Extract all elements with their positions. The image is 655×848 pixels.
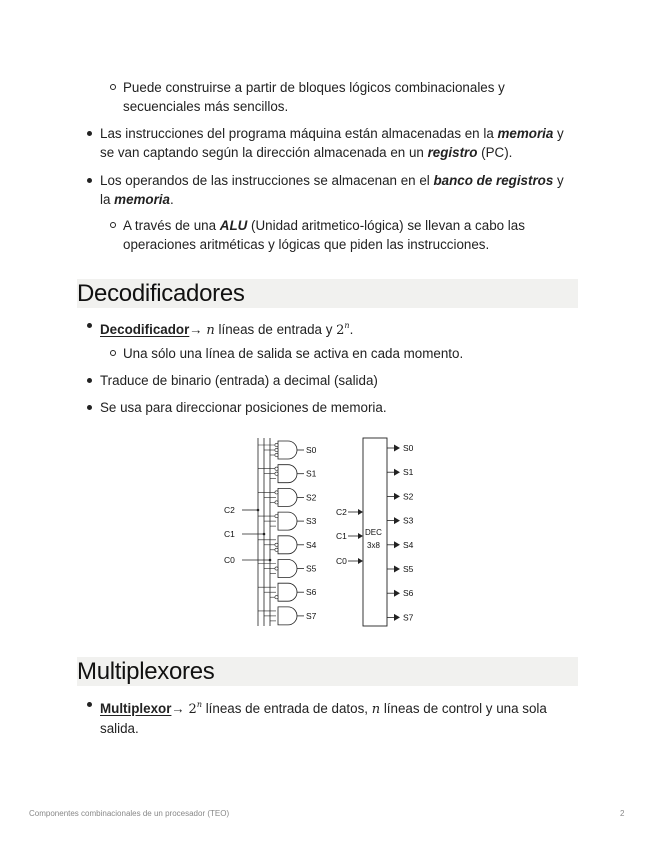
gate-circuit <box>242 438 270 626</box>
junction-dot <box>263 533 266 536</box>
inverter-bubble <box>275 491 278 494</box>
and-gate <box>258 512 304 530</box>
and-gates <box>258 441 304 625</box>
gate-output-labels <box>306 445 317 621</box>
and-gate-body <box>278 512 297 530</box>
and-gate-body <box>278 560 297 578</box>
text: Traduce de binario (entrada) a decimal (salida) <box>100 373 378 388</box>
decoder-circuit-figure <box>222 434 422 630</box>
gate-output-label: S3 <box>306 516 317 527</box>
term-link-multiplexor[interactable]: Multiplexor <box>100 701 172 716</box>
arrow: → <box>189 322 207 337</box>
gate-output-label: S2 <box>306 492 317 503</box>
section-heading-decodificadores: Decodificadores <box>77 279 578 308</box>
inverter-bubble <box>275 543 278 546</box>
gate-output-label: S6 <box>306 587 317 598</box>
block-output-label: S1 <box>403 467 414 478</box>
and-gate <box>258 465 304 483</box>
text: líneas de entrada y <box>214 322 337 337</box>
text: Una sólo una línea de salida se activa en cada momento. <box>123 346 464 361</box>
text: se van captando según la dirección almacenada en un <box>100 145 428 160</box>
and-gate <box>258 607 304 625</box>
emphasis-alu: ALU <box>219 218 248 233</box>
inverter-bubble <box>275 467 278 470</box>
block-output-label: S7 <box>403 612 414 623</box>
text: la <box>100 192 115 207</box>
arrow-right-icon <box>394 469 400 476</box>
text: Las instrucciones del programa máquina están almacenadas en la <box>100 126 498 141</box>
math-2-pow-n <box>189 702 202 717</box>
text: A través de una <box>123 218 220 233</box>
arrow-right-icon <box>394 493 400 500</box>
list-item <box>100 398 580 417</box>
and-gate <box>258 536 304 554</box>
gate-input-label: C2 <box>224 505 235 515</box>
arrow-right-icon <box>394 566 400 573</box>
and-gate-body <box>278 607 297 625</box>
block-input-label: C2 <box>336 507 347 517</box>
text: líneas de control y una sola <box>380 701 547 716</box>
inverter-bubble <box>275 515 278 518</box>
decoder-block-size-label: 3x8 <box>367 541 380 550</box>
gate-output-label: S4 <box>306 539 317 550</box>
and-gate-body <box>278 465 297 483</box>
list-item-text: secuenciales más sencillos. <box>123 99 289 114</box>
arrow-right-icon <box>358 509 363 515</box>
math-base: 2 <box>188 702 197 717</box>
block-output-label: S2 <box>403 491 414 502</box>
block-output-label: S0 <box>403 443 414 453</box>
inverter-bubble <box>275 567 278 570</box>
and-gate-body <box>278 441 297 459</box>
gate-input-label: C1 <box>224 529 235 539</box>
and-gate <box>258 583 304 601</box>
footer-page-number: 2 <box>620 809 625 818</box>
list-item-text: Puede construirse a partir de bloques lógicos combinacionales y <box>123 80 505 95</box>
text: (PC). <box>477 145 513 160</box>
block-input-label: C0 <box>336 556 347 566</box>
list-item <box>123 78 563 116</box>
list-item <box>100 695 580 738</box>
block-inputs <box>336 507 363 566</box>
arrow-right-icon <box>394 517 400 524</box>
inverter-bubble <box>275 443 278 446</box>
and-gate-body <box>278 583 297 601</box>
emphasis-memoria: memoria <box>114 192 170 207</box>
list-item <box>100 316 580 340</box>
section-heading-multiplexores: Multiplexores <box>77 657 578 686</box>
term-link-decodificador[interactable]: Decodificador <box>100 322 190 337</box>
inverter-bubble <box>275 472 278 475</box>
block-outputs <box>387 443 414 622</box>
block-output-label: S6 <box>403 588 414 599</box>
inverter-bubble <box>275 501 278 504</box>
gate-input-label: C0 <box>224 555 235 565</box>
decoder-block-label: DEC <box>365 528 382 537</box>
inverter-bubble <box>275 596 278 599</box>
emphasis-banco-de-registros: banco de registros <box>433 173 554 188</box>
list-item <box>123 344 563 363</box>
arrow: → <box>171 701 189 716</box>
gate-output-label: S5 <box>306 563 317 574</box>
and-gate <box>258 560 304 578</box>
junction-dot <box>257 509 260 512</box>
inverter-bubble <box>275 453 278 456</box>
block-output-label: S4 <box>403 539 414 550</box>
text: Los operandos de las instrucciones se almacenan en el <box>100 173 434 188</box>
math-n: n <box>206 323 215 338</box>
list-item <box>100 371 580 390</box>
gate-output-label: S1 <box>306 468 317 479</box>
math-n: n <box>371 702 381 717</box>
math-2-pow-n <box>336 323 349 338</box>
text: Se usa para direccionar posiciones de memoria. <box>100 400 387 415</box>
and-gate <box>258 488 304 506</box>
arrow-right-icon <box>358 558 363 564</box>
list-item <box>100 124 580 162</box>
text: . <box>169 192 174 207</box>
footer-document-title: Componentes combinacionales de un procesador (TEO) <box>29 809 230 818</box>
and-gate <box>258 441 304 459</box>
and-gate-body <box>278 536 297 554</box>
text: y <box>553 173 564 188</box>
text: y <box>553 126 564 141</box>
text: (Unidad aritmetico-lógica) se llevan a cabo las <box>247 218 525 233</box>
emphasis-memoria: memoria <box>497 126 554 141</box>
and-gate-body <box>278 488 297 506</box>
junction-dot <box>269 559 272 562</box>
gate-output-label: S0 <box>306 445 317 455</box>
arrow-right-icon <box>394 590 400 597</box>
list-item <box>123 216 563 254</box>
block-input-label: C1 <box>336 531 347 541</box>
arrow-right-icon <box>394 614 400 621</box>
arrow-right-icon <box>358 533 363 539</box>
math-exp: n <box>344 321 350 330</box>
block-output-label: S5 <box>403 564 414 574</box>
text: . <box>349 322 354 337</box>
text: salida. <box>100 721 139 736</box>
list-item <box>100 171 580 209</box>
emphasis-registro: registro <box>427 145 478 160</box>
gate-output-label: S7 <box>306 610 317 621</box>
text: operaciones aritméticas y lógicas que piden las instrucciones. <box>123 237 490 252</box>
inverter-bubble <box>275 548 278 551</box>
text: líneas de entrada de datos, <box>201 701 372 716</box>
arrow-right-icon <box>394 445 400 452</box>
arrow-right-icon <box>394 541 400 548</box>
math-exp: n <box>196 700 202 709</box>
math-base: 2 <box>336 323 345 338</box>
block-output-label: S3 <box>403 515 414 526</box>
inverter-bubble <box>275 448 278 451</box>
